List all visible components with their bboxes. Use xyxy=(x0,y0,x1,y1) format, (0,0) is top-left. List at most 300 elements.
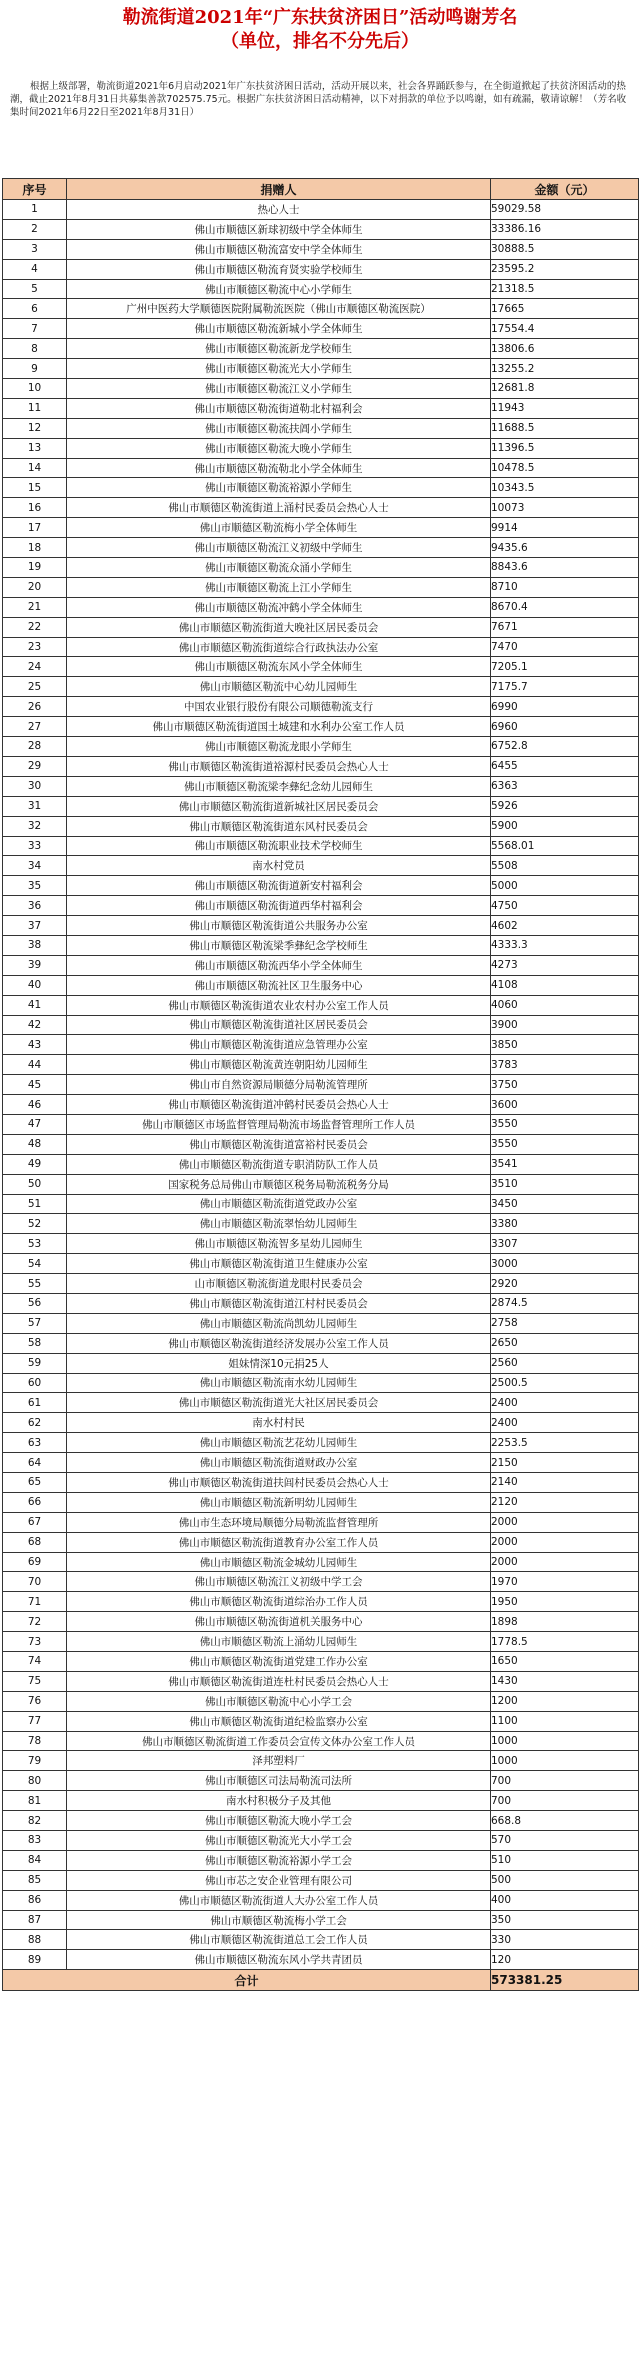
row-donor: 佛山市顺德区勒流中心小学师生 xyxy=(67,279,491,299)
row-donor: 佛山市顺德区勒流中心小学工会 xyxy=(67,1691,491,1711)
row-index: 39 xyxy=(3,955,67,975)
row-index: 79 xyxy=(3,1751,67,1771)
row-amount: 33386.16 xyxy=(491,219,639,239)
row-amount: 8670.4 xyxy=(491,597,639,617)
row-donor: 佛山市顺德区勒流街道大晚社区居民委员会 xyxy=(67,617,491,637)
row-index: 13 xyxy=(3,438,67,458)
table-row xyxy=(3,737,639,757)
table-row xyxy=(3,577,639,597)
table-row xyxy=(3,637,639,657)
row-index: 17 xyxy=(3,518,67,538)
row-index: 84 xyxy=(3,1850,67,1870)
row-donor: 佛山市顺德区勒流街道冲鹤村民委员会热心人士 xyxy=(67,1095,491,1115)
row-amount: 3600 xyxy=(491,1095,639,1115)
row-amount: 4333.3 xyxy=(491,935,639,955)
row-donor: 佛山市顺德区勒流冲鹤小学全体师生 xyxy=(67,597,491,617)
row-index: 4 xyxy=(3,259,67,279)
row-amount: 3550 xyxy=(491,1114,639,1134)
row-amount: 2000 xyxy=(491,1552,639,1572)
row-index: 74 xyxy=(3,1652,67,1672)
row-donor: 国家税务总局佛山市顺德区税务局勒流税务分局 xyxy=(67,1174,491,1194)
row-index: 64 xyxy=(3,1453,67,1473)
row-donor: 佛山市顺德区勒流街道综合行政执法办公室 xyxy=(67,637,491,657)
row-donor: 佛山市顺德区勒流江义初级中学工会 xyxy=(67,1572,491,1592)
row-index: 63 xyxy=(3,1433,67,1453)
table-row xyxy=(3,856,639,876)
row-amount: 3380 xyxy=(491,1214,639,1234)
row-index: 47 xyxy=(3,1114,67,1134)
row-amount: 6363 xyxy=(491,776,639,796)
row-amount: 2000 xyxy=(491,1512,639,1532)
table-row xyxy=(3,518,639,538)
row-amount: 350 xyxy=(491,1910,639,1930)
row-donor: 佛山市顺德区勒流街道江村村民委员会 xyxy=(67,1293,491,1313)
title-line-2: （单位，排名不分先后） xyxy=(221,31,419,52)
table-row xyxy=(3,1473,639,1493)
row-index: 20 xyxy=(3,577,67,597)
row-amount: 3750 xyxy=(491,1075,639,1095)
row-donor: 姐妹情深10元捐25人 xyxy=(67,1353,491,1373)
table-row xyxy=(3,1930,639,1950)
title-line-1: 勒流街道2021年“广东扶贫济困日”活动鸣谢芳名 xyxy=(122,7,518,28)
row-donor: 佛山市顺德区勒流梁季彝纪念学校师生 xyxy=(67,935,491,955)
row-donor: 佛山市顺德区勒流龙眼小学师生 xyxy=(67,737,491,757)
row-donor: 佛山市顺德区勒流梁李彝纪念幼儿园师生 xyxy=(67,776,491,796)
row-donor: 佛山市顺德区司法局勒流司法所 xyxy=(67,1771,491,1791)
row-amount: 2560 xyxy=(491,1353,639,1373)
row-amount: 10073 xyxy=(491,498,639,518)
table-row xyxy=(3,876,639,896)
table-row xyxy=(3,1154,639,1174)
row-amount: 1950 xyxy=(491,1592,639,1612)
table-row xyxy=(3,697,639,717)
row-index: 19 xyxy=(3,558,67,578)
row-amount: 3307 xyxy=(491,1234,639,1254)
table-row xyxy=(3,1353,639,1373)
row-index: 29 xyxy=(3,756,67,776)
table-row xyxy=(3,379,639,399)
row-amount: 1100 xyxy=(491,1711,639,1731)
row-amount: 3550 xyxy=(491,1134,639,1154)
table-row xyxy=(3,717,639,737)
row-index: 40 xyxy=(3,975,67,995)
row-index: 59 xyxy=(3,1353,67,1373)
row-index: 5 xyxy=(3,279,67,299)
row-amount: 30888.5 xyxy=(491,239,639,259)
row-index: 48 xyxy=(3,1134,67,1154)
row-amount: 2758 xyxy=(491,1313,639,1333)
table-row xyxy=(3,597,639,617)
row-index: 26 xyxy=(3,697,67,717)
row-index: 28 xyxy=(3,737,67,757)
table-row xyxy=(3,955,639,975)
row-index: 18 xyxy=(3,538,67,558)
row-amount: 2000 xyxy=(491,1532,639,1552)
row-donor: 佛山市顺德区勒流江义小学师生 xyxy=(67,379,491,399)
table-row xyxy=(3,776,639,796)
table-row xyxy=(3,796,639,816)
row-index: 45 xyxy=(3,1075,67,1095)
table-row xyxy=(3,1492,639,1512)
table-row xyxy=(3,1512,639,1532)
row-amount: 6752.8 xyxy=(491,737,639,757)
row-amount: 2874.5 xyxy=(491,1293,639,1313)
row-donor: 南水村村民 xyxy=(67,1413,491,1433)
row-index: 54 xyxy=(3,1254,67,1274)
row-index: 57 xyxy=(3,1313,67,1333)
row-donor: 中国农业银行股份有限公司顺德勒流支行 xyxy=(67,697,491,717)
row-donor: 佛山市顺德区勒流西华小学全体师生 xyxy=(67,955,491,975)
table-row xyxy=(3,1413,639,1433)
row-amount: 17554.4 xyxy=(491,319,639,339)
row-donor: 佛山市顺德区勒流街道上涌村民委员会热心人士 xyxy=(67,498,491,518)
row-amount: 4602 xyxy=(491,916,639,936)
row-donor: 佛山市顺德区勒流富安中学全体师生 xyxy=(67,239,491,259)
row-donor: 佛山市顺德区勒流智多星幼儿园师生 xyxy=(67,1234,491,1254)
row-donor: 佛山市顺德区勒流街道纪检监察办公室 xyxy=(67,1711,491,1731)
row-amount: 1970 xyxy=(491,1572,639,1592)
table-row xyxy=(3,1075,639,1095)
row-donor: 佛山市顺德区勒流街道教育办公室工作人员 xyxy=(67,1532,491,1552)
table-row xyxy=(3,1333,639,1353)
row-amount: 8843.6 xyxy=(491,558,639,578)
row-donor: 佛山市顺德区勒流新明幼儿园师生 xyxy=(67,1492,491,1512)
table-row xyxy=(3,1293,639,1313)
row-amount: 2650 xyxy=(491,1333,639,1353)
row-index: 3 xyxy=(3,239,67,259)
row-amount: 2920 xyxy=(491,1274,639,1294)
row-index: 38 xyxy=(3,935,67,955)
table-row xyxy=(3,558,639,578)
row-index: 86 xyxy=(3,1890,67,1910)
row-amount: 1000 xyxy=(491,1731,639,1751)
row-index: 65 xyxy=(3,1473,67,1493)
row-amount: 5000 xyxy=(491,876,639,896)
row-amount: 1650 xyxy=(491,1652,639,1672)
row-donor: 佛山市生态环境局顺德分局勒流监督管理所 xyxy=(67,1512,491,1532)
row-index: 58 xyxy=(3,1333,67,1353)
table-row xyxy=(3,916,639,936)
row-amount: 1898 xyxy=(491,1612,639,1632)
row-amount: 570 xyxy=(491,1831,639,1851)
row-donor: 佛山市顺德区勒流街道人大办公室工作人员 xyxy=(67,1890,491,1910)
table-row xyxy=(3,438,639,458)
row-index: 82 xyxy=(3,1811,67,1831)
row-donor: 广州中医药大学顺德医院附属勒流医院（佛山市顺德区勒流医院） xyxy=(67,299,491,319)
row-donor: 佛山市顺德区勒流街道东风村民委员会 xyxy=(67,816,491,836)
row-amount: 2400 xyxy=(491,1413,639,1433)
donor-table xyxy=(2,178,639,1991)
row-donor: 佛山市顺德区勒流裕源小学工会 xyxy=(67,1850,491,1870)
row-index: 44 xyxy=(3,1055,67,1075)
row-index: 12 xyxy=(3,418,67,438)
table-row xyxy=(3,1035,639,1055)
row-donor: 佛山市顺德区勒流扶阊小学师生 xyxy=(67,418,491,438)
row-index: 11 xyxy=(3,398,67,418)
row-donor: 山市顺德区勒流街道龙眼村民委员会 xyxy=(67,1274,491,1294)
table-row xyxy=(3,1234,639,1254)
row-index: 14 xyxy=(3,458,67,478)
row-index: 2 xyxy=(3,219,67,239)
row-index: 6 xyxy=(3,299,67,319)
table-header-row xyxy=(3,179,639,200)
row-amount: 3783 xyxy=(491,1055,639,1075)
row-amount: 3541 xyxy=(491,1154,639,1174)
table-row xyxy=(3,1055,639,1075)
table-row xyxy=(3,1552,639,1572)
table-row xyxy=(3,975,639,995)
row-donor: 佛山市顺德区勒流梅小学工会 xyxy=(67,1910,491,1930)
table-row xyxy=(3,1731,639,1751)
table-row xyxy=(3,1313,639,1333)
table-row xyxy=(3,1373,639,1393)
total-row xyxy=(3,1970,639,1991)
row-donor: 佛山市顺德区勒流街道农业农村办公室工作人员 xyxy=(67,995,491,1015)
table-row xyxy=(3,398,639,418)
row-donor: 佛山市顺德区勒流街道经济发展办公室工作人员 xyxy=(67,1333,491,1353)
row-donor: 佛山市顺德区勒流街道综治办工作人员 xyxy=(67,1592,491,1612)
table-row xyxy=(3,1771,639,1791)
row-amount: 2253.5 xyxy=(491,1433,639,1453)
row-donor: 佛山市顺德区勒流大晚小学工会 xyxy=(67,1811,491,1831)
table-row xyxy=(3,359,639,379)
row-amount: 5926 xyxy=(491,796,639,816)
table-row xyxy=(3,1572,639,1592)
row-donor: 佛山市顺德区勒流街道勒北村福利会 xyxy=(67,398,491,418)
table-row xyxy=(3,1890,639,1910)
row-index: 87 xyxy=(3,1910,67,1930)
table-row xyxy=(3,617,639,637)
row-index: 56 xyxy=(3,1293,67,1313)
table-row xyxy=(3,1652,639,1672)
table-row xyxy=(3,1254,639,1274)
table-row xyxy=(3,1015,639,1035)
row-amount: 6455 xyxy=(491,756,639,776)
table-row xyxy=(3,1910,639,1930)
row-donor: 佛山市顺德区勒流黄连朝阳幼儿园师生 xyxy=(67,1055,491,1075)
table-row xyxy=(3,478,639,498)
row-index: 76 xyxy=(3,1691,67,1711)
row-amount: 5508 xyxy=(491,856,639,876)
row-amount: 4750 xyxy=(491,896,639,916)
row-donor: 佛山市顺德区勒流上江小学师生 xyxy=(67,577,491,597)
table-row xyxy=(3,1532,639,1552)
table-row xyxy=(3,1751,639,1771)
row-donor: 热心人士 xyxy=(67,200,491,220)
row-amount: 3850 xyxy=(491,1035,639,1055)
row-index: 62 xyxy=(3,1413,67,1433)
row-donor: 佛山市顺德区市场监督管理局勒流市场监督管理所工作人员 xyxy=(67,1114,491,1134)
table-row xyxy=(3,1174,639,1194)
table-row xyxy=(3,1632,639,1652)
row-index: 25 xyxy=(3,677,67,697)
table-row xyxy=(3,418,639,438)
table-row xyxy=(3,1950,639,1970)
row-donor: 佛山市顺德区勒流东风小学共青团员 xyxy=(67,1950,491,1970)
row-donor: 佛山市顺德区勒流艺花幼儿园师生 xyxy=(67,1433,491,1453)
table-row xyxy=(3,538,639,558)
row-donor: 佛山市顺德区勒流金城幼儿园师生 xyxy=(67,1552,491,1572)
row-donor: 佛山市顺德区勒流南水幼儿园师生 xyxy=(67,1373,491,1393)
row-amount: 17665 xyxy=(491,299,639,319)
row-amount: 3900 xyxy=(491,1015,639,1035)
row-amount: 7470 xyxy=(491,637,639,657)
row-index: 33 xyxy=(3,836,67,856)
row-amount: 4060 xyxy=(491,995,639,1015)
table-row xyxy=(3,1214,639,1234)
row-index: 16 xyxy=(3,498,67,518)
row-donor: 佛山市顺德区勒流街道机关服务中心 xyxy=(67,1612,491,1632)
row-donor: 佛山市顺德区勒流众涌小学师生 xyxy=(67,558,491,578)
table-row xyxy=(3,1612,639,1632)
page-title xyxy=(0,6,640,54)
row-donor: 佛山市顺德区勒流街道新城社区居民委员会 xyxy=(67,796,491,816)
table-row xyxy=(3,1850,639,1870)
row-donor: 佛山市顺德区勒流勒北小学全体师生 xyxy=(67,458,491,478)
row-index: 34 xyxy=(3,856,67,876)
row-donor: 佛山市顺德区勒流裕源小学师生 xyxy=(67,478,491,498)
row-index: 32 xyxy=(3,816,67,836)
row-amount: 120 xyxy=(491,1950,639,1970)
row-amount: 8710 xyxy=(491,577,639,597)
row-donor: 南水村积极分子及其他 xyxy=(67,1791,491,1811)
table-row xyxy=(3,677,639,697)
row-donor: 佛山市顺德区勒流尚凯幼儿园师生 xyxy=(67,1313,491,1333)
table-row xyxy=(3,219,639,239)
row-index: 78 xyxy=(3,1731,67,1751)
table-row xyxy=(3,200,639,220)
row-donor: 佛山市顺德区勒流街道财政办公室 xyxy=(67,1453,491,1473)
table-row xyxy=(3,1691,639,1711)
table-row xyxy=(3,816,639,836)
row-donor: 佛山市顺德区勒流街道裕源村民委员会热心人士 xyxy=(67,756,491,776)
row-amount: 5900 xyxy=(491,816,639,836)
total-label: 合计 xyxy=(3,1970,491,1991)
row-index: 31 xyxy=(3,796,67,816)
row-amount: 10478.5 xyxy=(491,458,639,478)
row-amount: 3450 xyxy=(491,1194,639,1214)
row-amount: 510 xyxy=(491,1850,639,1870)
row-index: 77 xyxy=(3,1711,67,1731)
row-amount: 9435.6 xyxy=(491,538,639,558)
row-donor: 佛山市顺德区勒流街道西华村福利会 xyxy=(67,896,491,916)
row-donor: 佛山市顺德区勒流新城小学全体师生 xyxy=(67,319,491,339)
row-amount: 500 xyxy=(491,1870,639,1890)
table-row xyxy=(3,836,639,856)
row-amount: 23595.2 xyxy=(491,259,639,279)
intro-paragraph: 根据上级部署，勒流街道2021年6月启动2021年广东扶贫济困日活动，活动开展以来，社会各界踊跃参与，在全街道掀起了扶贫济困活动的热潮，截止2021年8月31日共募集善款702575.75元。根据广东扶贫济困日活动精神，以下对捐款的单位予以鸣谢，如有疏漏，敬请谅解！（芳名收集时间2021年6月22日至2021年8月31日） xyxy=(10,81,627,118)
row-index: 88 xyxy=(3,1930,67,1950)
row-donor: 佛山市顺德区勒流街道应急管理办公室 xyxy=(67,1035,491,1055)
row-index: 70 xyxy=(3,1572,67,1592)
row-donor: 佛山市顺德区勒流街道扶闾村民委员会热心人士 xyxy=(67,1473,491,1493)
row-index: 81 xyxy=(3,1791,67,1811)
row-index: 52 xyxy=(3,1214,67,1234)
row-donor: 佛山市顺德区勒流东风小学全体师生 xyxy=(67,657,491,677)
row-amount: 21318.5 xyxy=(491,279,639,299)
table-row xyxy=(3,1194,639,1214)
row-index: 89 xyxy=(3,1950,67,1970)
table-row xyxy=(3,1592,639,1612)
row-index: 8 xyxy=(3,339,67,359)
table-row xyxy=(3,498,639,518)
row-donor: 佛山市芯之安企业管理有限公司 xyxy=(67,1870,491,1890)
row-amount: 2120 xyxy=(491,1492,639,1512)
header-index: 序号 xyxy=(3,179,67,200)
row-amount: 12681.8 xyxy=(491,379,639,399)
row-index: 73 xyxy=(3,1632,67,1652)
row-index: 37 xyxy=(3,916,67,936)
row-amount: 6990 xyxy=(491,697,639,717)
row-amount: 13255.2 xyxy=(491,359,639,379)
row-amount: 668.8 xyxy=(491,1811,639,1831)
row-amount: 5568.01 xyxy=(491,836,639,856)
table-row xyxy=(3,458,639,478)
row-index: 1 xyxy=(3,200,67,220)
row-index: 50 xyxy=(3,1174,67,1194)
row-donor: 佛山市顺德区勒流新龙学校师生 xyxy=(67,339,491,359)
row-index: 10 xyxy=(3,379,67,399)
row-donor: 佛山市顺德区勒流翠怡幼儿园师生 xyxy=(67,1214,491,1234)
row-index: 42 xyxy=(3,1015,67,1035)
row-index: 41 xyxy=(3,995,67,1015)
row-index: 36 xyxy=(3,896,67,916)
row-amount: 3000 xyxy=(491,1254,639,1274)
header-donor: 捐赠人 xyxy=(67,179,491,200)
table-row xyxy=(3,1134,639,1154)
row-amount: 1430 xyxy=(491,1671,639,1691)
row-donor: 佛山市顺德区新球初级中学全体师生 xyxy=(67,219,491,239)
row-index: 24 xyxy=(3,657,67,677)
table-row xyxy=(3,319,639,339)
row-donor: 佛山市顺德区勒流街道国土城建和水利办公室工作人员 xyxy=(67,717,491,737)
row-index: 46 xyxy=(3,1095,67,1115)
row-amount: 7671 xyxy=(491,617,639,637)
table-row xyxy=(3,896,639,916)
row-index: 55 xyxy=(3,1274,67,1294)
row-amount: 400 xyxy=(491,1890,639,1910)
row-index: 35 xyxy=(3,876,67,896)
table-row xyxy=(3,1433,639,1453)
row-index: 67 xyxy=(3,1512,67,1532)
row-index: 22 xyxy=(3,617,67,637)
table-row xyxy=(3,259,639,279)
table-row xyxy=(3,279,639,299)
row-index: 75 xyxy=(3,1671,67,1691)
row-amount: 700 xyxy=(491,1791,639,1811)
row-amount: 330 xyxy=(491,1930,639,1950)
row-donor: 佛山市顺德区勒流大晚小学师生 xyxy=(67,438,491,458)
row-donor: 佛山市顺德区勒流梅小学全体师生 xyxy=(67,518,491,538)
row-index: 61 xyxy=(3,1393,67,1413)
row-donor: 佛山市顺德区勒流上涌幼儿园师生 xyxy=(67,1632,491,1652)
row-donor: 佛山市顺德区勒流光大小学师生 xyxy=(67,359,491,379)
table-row xyxy=(3,1791,639,1811)
table-row xyxy=(3,756,639,776)
table-row xyxy=(3,239,639,259)
row-donor: 佛山市顺德区勒流职业技术学校师生 xyxy=(67,836,491,856)
row-donor: 泽邦塑料厂 xyxy=(67,1751,491,1771)
row-index: 69 xyxy=(3,1552,67,1572)
row-amount: 2150 xyxy=(491,1453,639,1473)
table-row xyxy=(3,1274,639,1294)
table-row xyxy=(3,995,639,1015)
header-amount: 金额（元） xyxy=(491,179,639,200)
table-row xyxy=(3,935,639,955)
row-amount: 1000 xyxy=(491,1751,639,1771)
row-donor: 佛山市顺德区勒流街道新安村福利会 xyxy=(67,876,491,896)
row-amount: 3510 xyxy=(491,1174,639,1194)
